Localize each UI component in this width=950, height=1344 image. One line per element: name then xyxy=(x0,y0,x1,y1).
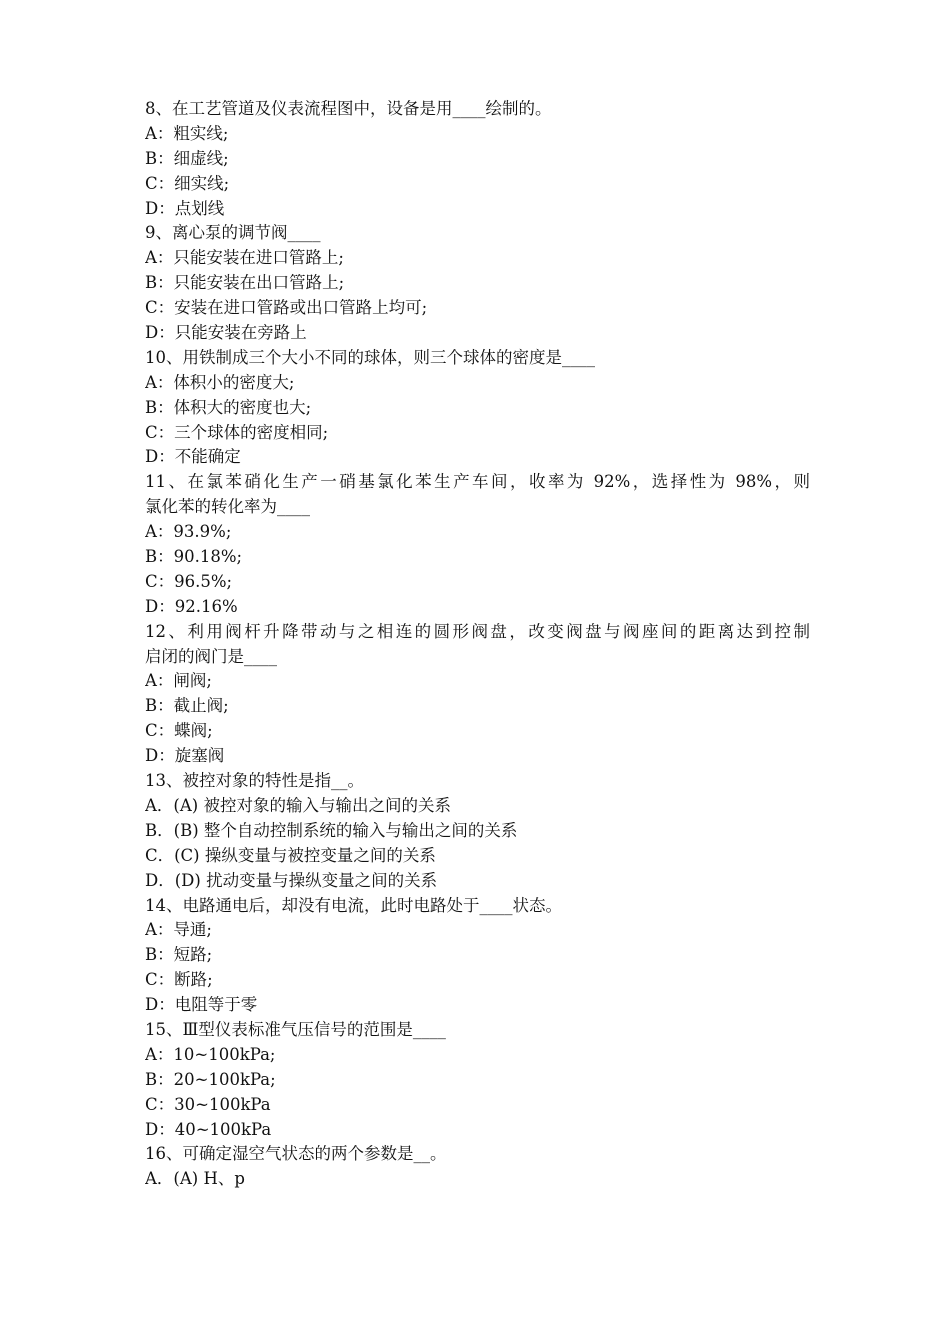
answer-option: A：10~100kPa; xyxy=(145,1044,276,1064)
answer-option: A．(A) 被控对象的输入与输出之间的关系 xyxy=(145,795,451,815)
answer-option: B：细虚线; xyxy=(145,148,229,168)
answer-option: C：三个球体的密度相同; xyxy=(145,422,329,442)
answer-option: C：96.5%; xyxy=(145,571,233,591)
answer-option: A：粗实线; xyxy=(145,123,229,143)
answer-option: B：短路; xyxy=(145,945,213,965)
answer-option: C：细实线; xyxy=(145,173,230,193)
answer-option: D：92.16% xyxy=(145,596,238,616)
answer-option: C：蝶阀; xyxy=(145,721,213,741)
question-text: 13、被控对象的特性是指__。 xyxy=(145,771,364,791)
answer-option: B：截止阀; xyxy=(145,696,229,716)
question-text: 14、电路通电后，却没有电流，此时电路处于____状态。 xyxy=(145,895,562,915)
answer-option: D．(D) 扰动变量与操纵变量之间的关系 xyxy=(145,870,438,890)
question-text: 8、在工艺管道及仪表流程图中，设备是用____绘制的。 xyxy=(145,99,552,118)
question-text: 16、可确定湿空气状态的两个参数是__。 xyxy=(145,1144,447,1164)
answer-option: D：只能安装在旁路上 xyxy=(145,323,307,343)
question-text: 氯化苯的转化率为____ xyxy=(145,497,310,517)
answer-option: C：断路; xyxy=(145,970,213,990)
answer-option: A．(A) H、p xyxy=(145,1169,245,1189)
answer-option: A：体积小的密度大; xyxy=(145,372,295,392)
answer-option: D：电阻等于零 xyxy=(145,995,258,1015)
answer-option: A：只能安装在进口管路上; xyxy=(145,248,344,268)
answer-option: D：旋塞阀 xyxy=(145,746,225,766)
answer-option: B：只能安装在出口管路上; xyxy=(145,273,345,293)
answer-option: B：体积大的密度也大; xyxy=(145,397,312,417)
answer-option: A：93.9%; xyxy=(145,522,232,542)
question-list xyxy=(145,97,810,1192)
question-text: 15、Ⅲ型仪表标准气压信号的范围是____ xyxy=(145,1019,446,1039)
answer-option: D：不能确定 xyxy=(145,447,241,467)
question-text: 启闭的阀门是____ xyxy=(145,646,277,666)
answer-option: B：20~100kPa; xyxy=(145,1069,276,1089)
answer-option: C：30~100kPa xyxy=(145,1094,271,1114)
answer-option: A：闸阀; xyxy=(145,671,212,691)
answer-option: C．(C) 操纵变量与被控变量之间的关系 xyxy=(145,845,436,865)
question-text: 10、用铁制成三个大小不同的球体，则三个球体的密度是____ xyxy=(145,347,595,367)
answer-option: D：点划线 xyxy=(145,198,225,218)
answer-option: B：90.18%; xyxy=(145,547,243,567)
question-text: 11、在氯苯硝化生产一硝基氯化苯生产车间，收率为 92%，选择性为 98%，则 xyxy=(145,472,810,492)
answer-option: B．(B) 整个自动控制系统的输入与输出之间的关系 xyxy=(145,820,518,840)
answer-option: D：40~100kPa xyxy=(145,1119,272,1139)
question-text: 12、利用阀杆升降带动与之相连的圆形阀盘，改变阀盘与阀座间的距离达到控制 xyxy=(145,621,810,641)
answer-option: C：安装在进口管路或出口管路上均可; xyxy=(145,298,428,318)
answer-option: A：导通; xyxy=(145,920,212,940)
question-text: 9、离心泵的调节阀____ xyxy=(145,223,321,243)
